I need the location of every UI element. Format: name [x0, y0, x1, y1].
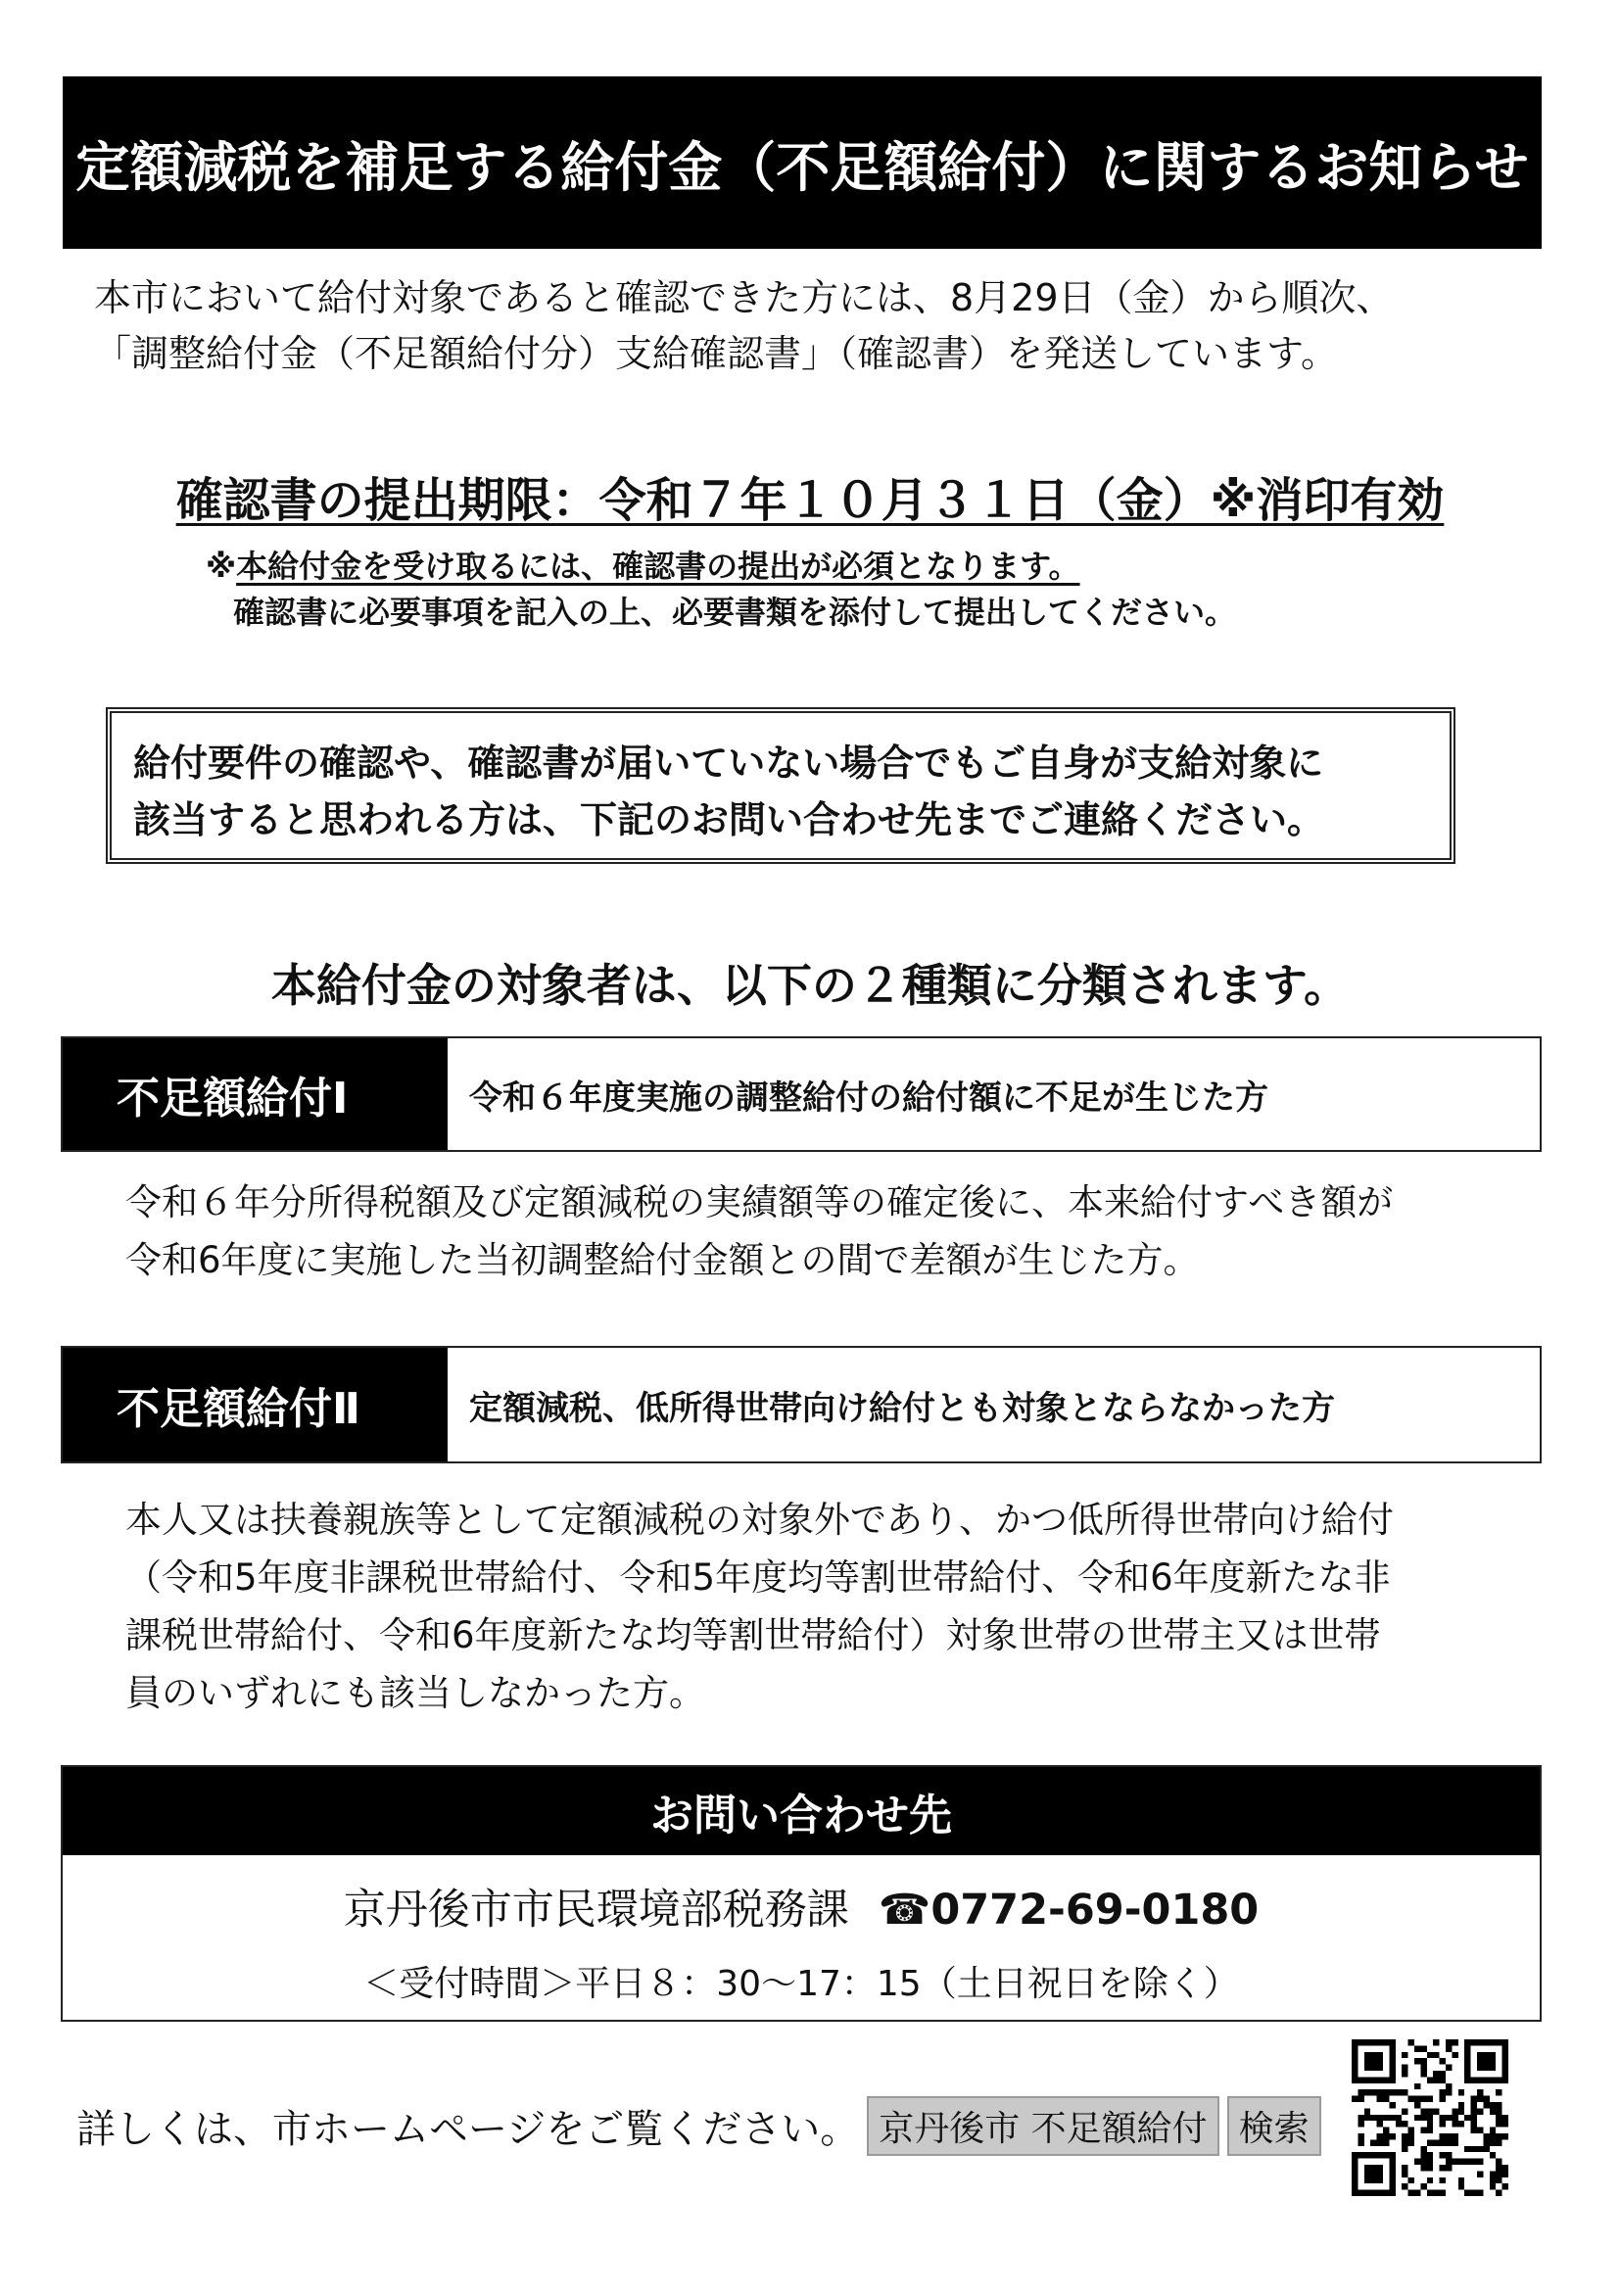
search-button[interactable]: 検索 — [1227, 2096, 1321, 2156]
contact-office: 京丹後市市民環境部税務課 — [343, 1886, 849, 1935]
notice-line: 給付要件の確認や、確認書が届いていない場合でもご自身が支給対象に — [133, 741, 1324, 785]
contact-box — [61, 1765, 1542, 2022]
intro-line: 「調整給付金（不足額給付分）支給確認書」（確認書）を発送しています。 — [94, 332, 1338, 375]
notice-line: 該当すると思われる方は、下記のお問い合わせ先までご連絡ください。 — [133, 798, 1325, 841]
notice-box — [106, 707, 1455, 864]
phone-icon: ☎ — [878, 1886, 931, 1935]
detail-line: 令和６年分所得税額及び定額減税の実績額等の確定後に、本来給付すべき額が — [125, 1181, 1394, 1223]
required-prefix: ※ — [206, 548, 237, 585]
type-summary: 定額減税、低所得世帯向け給付とも対象とならなかった方 — [469, 1388, 1335, 1428]
detail-line: （令和5年度非課税世帯給付、令和5年度均等割世帯給付、令和6年度新たな非 — [125, 1556, 1391, 1599]
required-note-text: 本給付金を受け取るには、確認書の提出が必須となります。 — [236, 548, 1080, 585]
deadline-text: 確認書の提出期限：令和７年１０月３１日（金）※消印有効 — [175, 473, 1445, 528]
footer-text: 詳しくは、市ホームページをご覧ください。 — [76, 2107, 860, 2152]
deadline-heading — [59, 462, 1561, 530]
search-terms-box[interactable]: 京丹後市 不足額給付 — [867, 2096, 1218, 2156]
type-label: 不足額給付Ⅰ — [63, 1038, 448, 1150]
intro-line: 本市において給付対象であると確認できた方には、8月29日（金）から順次、 — [94, 276, 1394, 319]
contact-info — [63, 1877, 1540, 1937]
type-detail-2 — [125, 1491, 1536, 1722]
detail-line: 令和6年度に実施した当初調整給付金額との間で差額が生じた方。 — [125, 1239, 1200, 1281]
type-detail-1 — [125, 1173, 1536, 1289]
contact-heading — [63, 1767, 1540, 1855]
instruction-note: 確認書に必要事項を記入の上、必要書類を添付して提出してください。 — [233, 594, 1237, 631]
qr-code-graphic — [1352, 2039, 1508, 2196]
type-label: 不足額給付Ⅱ — [63, 1348, 448, 1461]
phone-link[interactable] — [879, 1886, 1259, 1935]
detail-line: 員のいずれにも該当しなかった方。 — [125, 1672, 705, 1714]
qr-code-icon[interactable] — [1352, 2039, 1508, 2196]
page-title — [63, 76, 1542, 249]
type-row-1 — [61, 1036, 1542, 1152]
detail-line: 本人又は扶養親族等として定額減税の対象外であり、かつ低所得世帯向け給付 — [125, 1499, 1394, 1541]
page-title-text: 定額減税を補足する給付金（不足額給付）に関するお知らせ — [75, 135, 1529, 199]
types-lead: 本給付金の対象者は、以下の２種類に分類されます。 — [270, 959, 1350, 1012]
detail-line: 課税世帯給付、令和6年度新たな均等割世帯給付）対象世帯の世帯主又は世帯 — [125, 1614, 1381, 1656]
contact-hours: ＜受付時間＞平日８：30〜17：15（土日祝日を除く） — [363, 1964, 1239, 2004]
intro-paragraph — [94, 270, 1563, 382]
footer-row — [76, 2096, 1321, 2156]
type-summary: 令和６年度実施の調整給付の給付額に不足が生じた方 — [469, 1077, 1268, 1118]
phone-number: 0772-69-0180 — [930, 1886, 1260, 1935]
contact-heading-text: お問い合わせ先 — [650, 1791, 952, 1841]
required-note — [206, 542, 1080, 587]
type-row-2 — [61, 1346, 1542, 1463]
